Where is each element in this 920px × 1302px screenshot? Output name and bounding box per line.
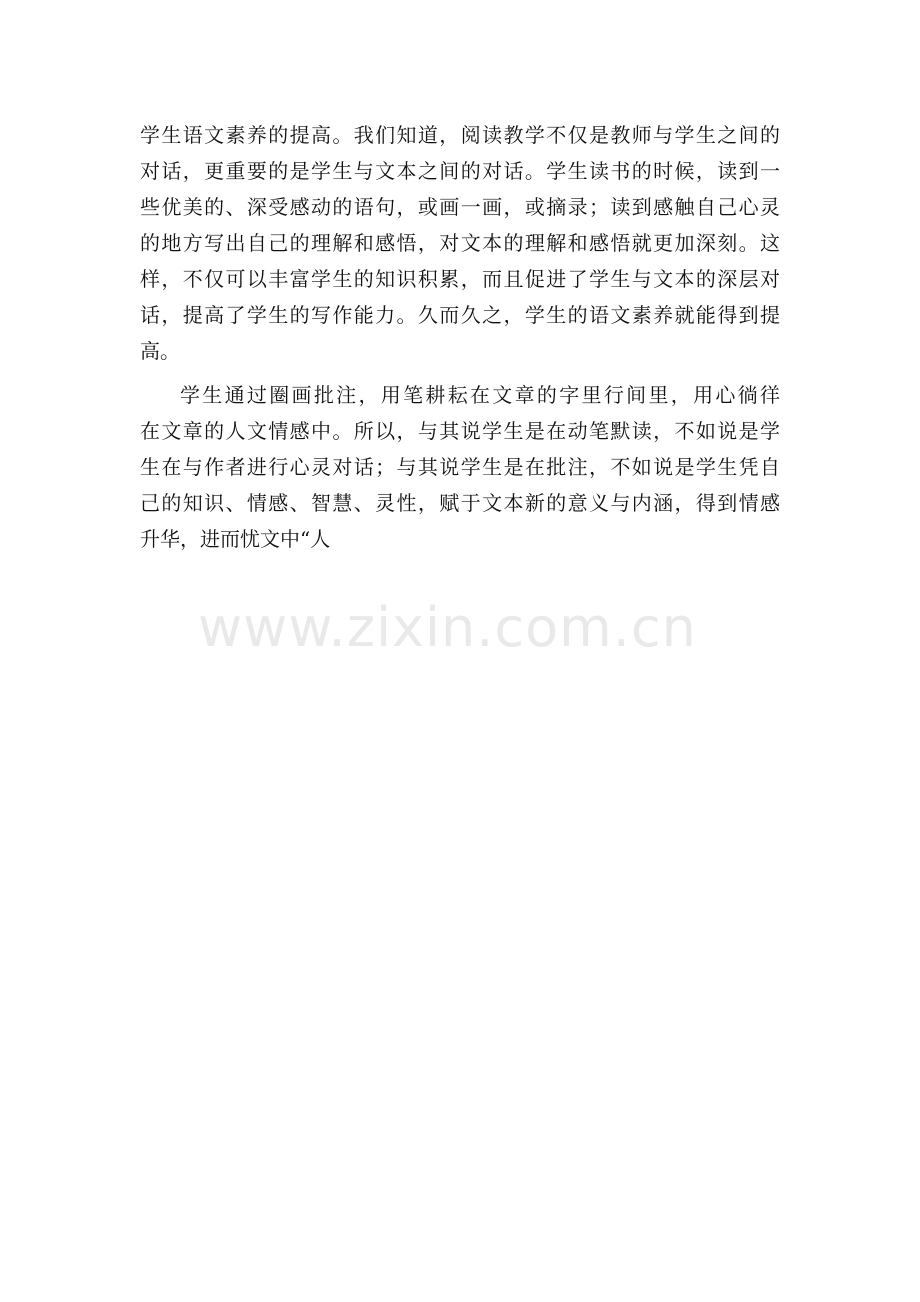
text-line: 样，不仅可以丰富学生的知识积累，而且促进了学生与文本的深层对 bbox=[140, 267, 780, 291]
text-line: 对话，更重要的是学生与文本之间的对话。学生读书的时候，读到一 bbox=[140, 159, 780, 183]
text-line: 些优美的、深受感动的语句，或画一画，或摘录；读到感触自己心灵 bbox=[140, 195, 780, 219]
paragraph-2 bbox=[140, 377, 780, 557]
text-line: 话，提高了学生的写作能力。久而久之，学生的语文素养就能得到提 bbox=[140, 303, 780, 327]
text-line: 在文章的人文情感中。所以，与其说学生是在动笔默读，不如说是学 bbox=[140, 419, 780, 443]
text-line: 学生语文素养的提高。我们知道，阅读教学不仅是教师与学生之间的 bbox=[140, 123, 780, 147]
text-line: 的地方写出自己的理解和感悟，对文本的理解和感悟就更加深刻。这 bbox=[140, 231, 780, 255]
text-line: 生在与作者进行心灵对话；与其说学生是在批注，不如说是学生凭自 bbox=[140, 455, 780, 479]
text-line: 高。 bbox=[140, 339, 180, 363]
body-text bbox=[140, 117, 780, 557]
paragraph-1 bbox=[140, 117, 780, 369]
text-line: 学生通过圈画批注，用笔耕耘在文章的字里行间里，用心徜徉 bbox=[180, 383, 780, 407]
text-line: 己的知识、情感、智慧、灵性，赋于文本新的意义与内涵，得到情感 bbox=[140, 491, 780, 515]
watermark: www.zixin.com.cn bbox=[198, 596, 697, 659]
text-line: 升华，进而忧文中“人 bbox=[140, 527, 331, 551]
